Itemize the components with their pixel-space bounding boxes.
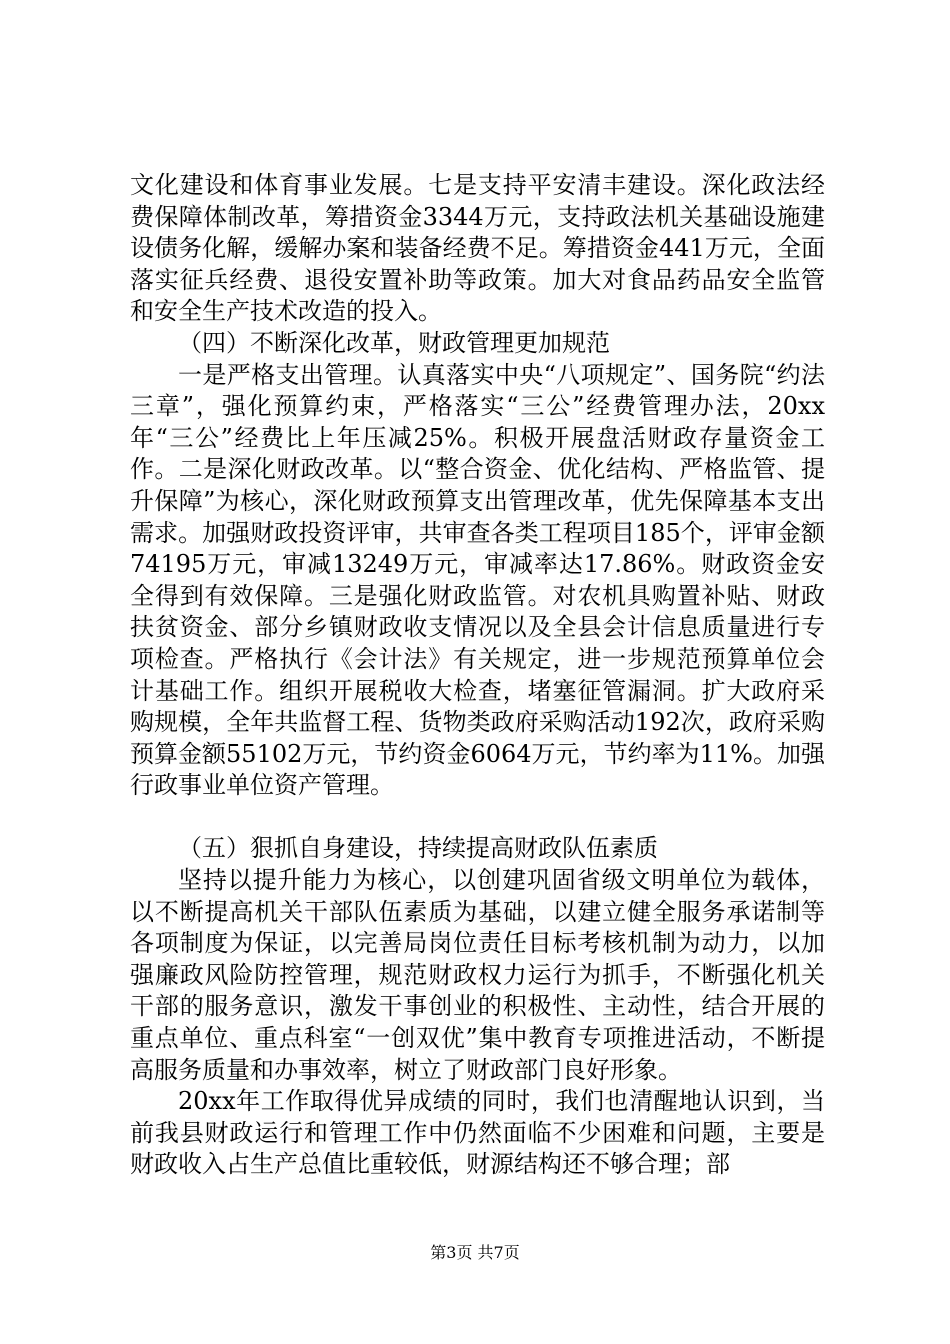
paragraph-summary: 20xx年工作取得优异成绩的同时，我们也清醒地认识到，当前我县财政运行和管理工作中仍然面临不少困难和问题，主要是财政收入占生产总值比重较低，财源结构还不够合理；部 bbox=[130, 1087, 825, 1179]
page-number-footer: 第3页 共7页 bbox=[430, 1243, 520, 1262]
section-heading-5: （五）狠抓自身建设，持续提高财政队伍素质 bbox=[178, 834, 658, 863]
paragraph-continuation: 文化建设和体育事业发展。七是支持平安清丰建设。深化政法经费保障体制改革，筹措资金3344万元，支持政法机关基础设施建设债务化解，缓解办案和装备经费不足。筹措资金441万元，全面落实征兵经费、退役安置补助等政策。加大对食品药品安全监管和安全生产技术改造的投入。 bbox=[130, 171, 825, 326]
document-body bbox=[130, 170, 825, 1181]
section-heading-4: （四）不断深化改革，财政管理更加规范 bbox=[178, 328, 610, 357]
paragraph-section-4: 一是严格支出管理。认真落实中央“八项规定”、国务院“约法三章”，强化预算约束，严格落实“三公”经费管理办法，20xx年“三公”经费比上年压减25%。积极开展盘活财政存量资金工作。二是深化财政改革。以“整合资金、优化结构、严格监管、提升保障”为核心，深化财政预算支出管理改革，优先保障基本支出需求。加强财政投资评审，共审查各类工程项目185个，评审金额74195万元，审减13249万元，审减率达17.86%。财政资金安全得到有效保障。三是强化财政监管。对农机具购置补贴、财政扶贫资金、部分乡镇财政收支情况以及全县会计信息质量进行专项检查。严格执行《会计法》有关规定，进一步规范预算单位会计基础工作。组织开展税收大检查，堵塞征管漏洞。扩大政府采购规模，全年共监督工程、货物类政府采购活动192次，政府采购预算金额55102万元，节约资金6064万元，节约率为11%。加强行政事业单位资产管理。 bbox=[130, 360, 825, 800]
paragraph-section-5: 坚持以提升能力为核心，以创建巩固省级文明单位为载体，以不断提高机关干部队伍素质为基础，以建立健全服务承诺制等各项制度为保证，以完善局岗位责任目标考核机制为动力，以加强廉政风险防控管理，规范财政权力运行为抓手，不断强化机关干部的服务意识，激发干事创业的积极性、主动性，结合开展的重点单位、重点科室“一创双优”集中教育专项推进活动，不断提高服务质量和办事效率，树立了财政部门良好形象。 bbox=[130, 866, 825, 1084]
